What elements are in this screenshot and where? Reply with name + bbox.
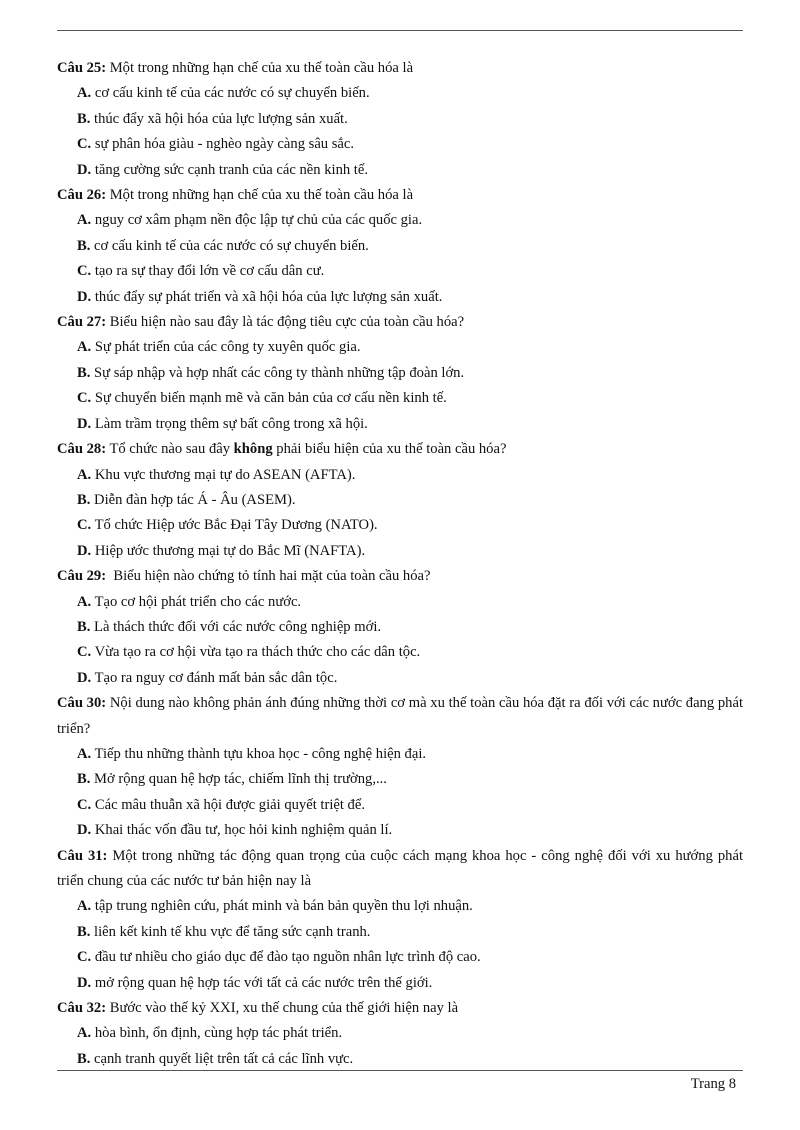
- option-letter: D.: [77, 288, 92, 305]
- option-letter: B.: [77, 364, 91, 381]
- option-letter: B.: [77, 491, 91, 508]
- answer-option: [57, 285, 743, 310]
- option-letter: A.: [77, 212, 92, 229]
- option-text: cơ cấu kinh tế của các nước có sự chuyển biến.: [90, 237, 369, 254]
- question-text: Một trong những tác động quan trọng của cuộc cách mạng khoa học - công nghệ đối với xu hướng phát triển chung của các nước tư bản hiện nay là: [57, 847, 747, 889]
- question-text: Nội dung nào không phản ánh đúng những thời cơ mà xu thế toàn cầu hóa đặt ra đối với các nước đang phát triển?: [57, 695, 747, 737]
- option-text: liên kết kinh tế khu vực để tăng sức cạnh tranh.: [90, 923, 371, 940]
- option-text: Tiếp thu những thành tựu khoa học - công nghệ hiện đại.: [91, 745, 427, 762]
- answer-option: [57, 107, 743, 132]
- option-letter: D.: [77, 822, 92, 839]
- option-text: tập trung nghiên cứu, phát minh và bán bản quyền thu lợi nhuận.: [91, 898, 473, 915]
- option-text: tăng cường sức cạnh tranh của các nền kinh tế.: [91, 161, 368, 178]
- answer-option: [57, 590, 743, 615]
- option-letter: C.: [77, 390, 92, 407]
- option-letter: B.: [77, 618, 91, 635]
- question-number: Câu 26:: [57, 187, 107, 204]
- answer-option: [57, 1021, 743, 1046]
- answer-option: [57, 539, 743, 564]
- question-text: Một trong những hạn chế của xu thế toàn cầu hóa là: [106, 60, 414, 76]
- question-text: Một trong những hạn chế của xu thế toàn cầu hóa là: [106, 187, 414, 204]
- option-text: sự phân hóa giàu - nghèo ngày càng sâu sắc.: [91, 136, 355, 153]
- option-text: Sự sáp nhập và hợp nhất các công ty thành những tập đoàn lớn.: [90, 364, 465, 381]
- option-letter: A.: [77, 745, 92, 762]
- question-stem: [57, 56, 743, 81]
- option-letter: D.: [77, 974, 92, 991]
- option-text: Diễn đàn hợp tác Á - Âu (ASEM).: [90, 491, 296, 508]
- answer-option: [57, 463, 743, 488]
- answer-option: [57, 81, 743, 106]
- answer-option: [57, 386, 743, 411]
- answer-option: [57, 208, 743, 233]
- question-number: Câu 28:: [57, 441, 107, 458]
- question-list: [57, 56, 747, 1072]
- option-text: nguy cơ xâm phạm nền độc lập tự chủ của các quốc gia.: [91, 212, 423, 229]
- option-text: Các mâu thuẫn xã hội được giải quyết triệt để.: [91, 796, 365, 813]
- page-number: Trang 8: [690, 1076, 736, 1092]
- option-text: cạnh tranh quyết liệt trên tất cả các lĩnh vực.: [90, 1050, 354, 1067]
- option-letter: B.: [77, 110, 91, 127]
- option-text: hòa bình, ổn định, cùng hợp tác phát triển.: [91, 1025, 343, 1042]
- option-text: Sự chuyển biến mạnh mẽ và căn bản của cơ cấu nền kinh tế.: [91, 390, 447, 407]
- footer-rule: [57, 1070, 743, 1071]
- answer-option: [57, 894, 743, 919]
- question-text: Tổ chức nào sau đây: [106, 441, 234, 458]
- answer-option: [57, 513, 743, 538]
- option-letter: B.: [77, 923, 91, 940]
- answer-option: [57, 818, 743, 843]
- answer-option: [57, 488, 743, 513]
- option-letter: A.: [77, 85, 92, 102]
- option-text: thúc đẩy sự phát triển và xã hội hóa của lực lượng sản xuất.: [91, 288, 443, 305]
- option-letter: C.: [77, 263, 92, 280]
- option-text: đầu tư nhiều cho giáo dục để đào tạo nguồn nhân lực trình độ cao.: [91, 949, 481, 966]
- option-letter: B.: [77, 1050, 91, 1067]
- question-text: phải biểu hiện của xu thế toàn cầu hóa?: [272, 441, 507, 458]
- question-stem: [57, 437, 743, 462]
- option-letter: C.: [77, 644, 92, 661]
- question-number: Câu 31:: [57, 847, 108, 864]
- option-letter: A.: [77, 466, 92, 483]
- option-letter: D.: [77, 161, 92, 178]
- answer-option: [57, 742, 743, 767]
- option-letter: D.: [77, 415, 92, 432]
- answer-option: [57, 234, 743, 259]
- option-letter: A.: [77, 898, 92, 915]
- option-text: Tổ chức Hiệp ước Bắc Đại Tây Dương (NATO).: [91, 517, 378, 534]
- option-text: Khai thác vốn đầu tư, học hỏi kinh nghiệm quản lí.: [91, 822, 393, 839]
- question-stem: [57, 564, 743, 589]
- question-number: Câu 25:: [57, 60, 107, 76]
- answer-option: [57, 767, 743, 792]
- question-stem: [57, 996, 743, 1021]
- option-text: Tạo cơ hội phát triển cho các nước.: [91, 593, 302, 610]
- answer-option: [57, 132, 743, 157]
- answer-option: [57, 920, 743, 945]
- question-text: Bước vào thế kỷ XXI, xu thế chung của thế giới hiện nay là: [106, 1000, 459, 1017]
- option-letter: D.: [77, 669, 92, 686]
- option-text: tạo ra sự thay đổi lớn về cơ cấu dân cư.: [91, 263, 325, 280]
- answer-option: [57, 158, 743, 183]
- option-text: Tạo ra nguy cơ đánh mất bản sắc dân tộc.: [91, 669, 338, 686]
- option-text: Làm trầm trọng thêm sự bất công trong xã hội.: [91, 415, 368, 432]
- answer-option: [57, 361, 743, 386]
- option-text: Sự phát triển của các công ty xuyên quốc gia.: [91, 339, 361, 356]
- answer-option: [57, 666, 743, 691]
- question-text: Biểu hiện nào chứng tỏ tính hai mặt của toàn cầu hóa?: [106, 568, 431, 585]
- option-letter: B.: [77, 771, 91, 788]
- option-text: thúc đẩy xã hội hóa của lực lượng sản xuất.: [90, 110, 348, 127]
- question-number: Câu 30:: [57, 695, 107, 712]
- option-letter: C.: [77, 136, 92, 153]
- option-letter: C.: [77, 949, 92, 966]
- option-letter: A.: [77, 1025, 92, 1042]
- option-text: Hiệp ước thương mại tự do Bắc Mĩ (NAFTA).: [91, 542, 366, 559]
- option-letter: D.: [77, 542, 92, 559]
- question-number: Câu 29:: [57, 568, 107, 585]
- question-stem: [57, 691, 747, 742]
- option-letter: C.: [77, 796, 92, 813]
- answer-option: [57, 971, 743, 996]
- option-letter: B.: [77, 237, 91, 254]
- question-stem: [57, 844, 747, 895]
- option-text: Khu vực thương mại tự do ASEAN (AFTA).: [91, 466, 356, 483]
- answer-option: [57, 259, 743, 284]
- answer-option: [57, 793, 743, 818]
- question-stem: [57, 310, 743, 335]
- answer-option: [57, 615, 743, 640]
- question-number: Câu 27:: [57, 314, 107, 331]
- option-text: mở rộng quan hệ hợp tác với tất cả các nước trên thế giới.: [91, 974, 433, 991]
- header-rule: [57, 30, 743, 31]
- question-number: Câu 32:: [57, 1000, 107, 1017]
- option-text: Mở rộng quan hệ hợp tác, chiếm lĩnh thị trường,...: [90, 771, 387, 788]
- answer-option: [57, 1047, 743, 1072]
- option-text: cơ cấu kinh tế của các nước có sự chuyển biến.: [91, 85, 370, 102]
- answer-option: [57, 412, 743, 437]
- option-letter: A.: [77, 593, 92, 610]
- option-letter: C.: [77, 517, 92, 534]
- option-letter: A.: [77, 339, 92, 356]
- answer-option: [57, 945, 743, 970]
- answer-option: [57, 640, 743, 665]
- option-text: Vừa tạo ra cơ hội vừa tạo ra thách thức cho các dân tộc.: [91, 644, 421, 661]
- question-text: Biểu hiện nào sau đây là tác động tiêu cực của toàn cầu hóa?: [106, 314, 465, 331]
- option-text: Là thách thức đối với các nước công nghiệp mới.: [90, 618, 382, 635]
- emphasis-text: không: [233, 441, 273, 458]
- answer-option: [57, 335, 743, 360]
- question-stem: [57, 183, 743, 208]
